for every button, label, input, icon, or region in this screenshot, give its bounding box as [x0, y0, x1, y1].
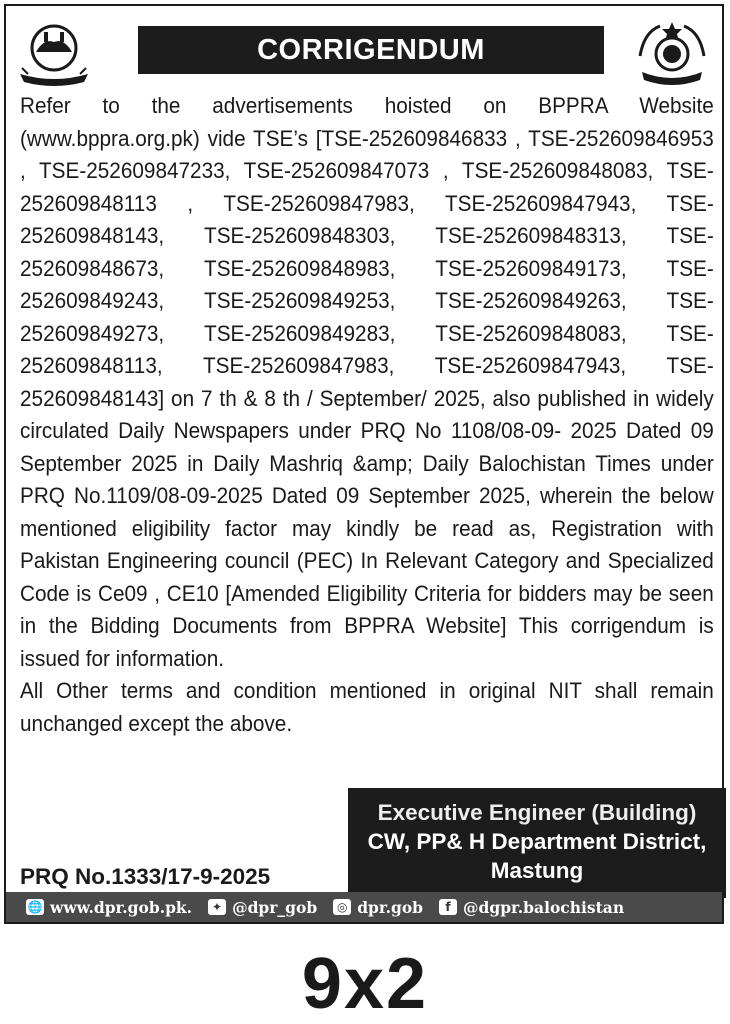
advertisement-frame [4, 4, 724, 924]
instagram-handle[interactable]: dpr.gob [357, 897, 424, 917]
signatory-title: Executive Engineer (Building) [377, 800, 697, 825]
signatory-department: CW, PP& H Department District, [367, 829, 707, 854]
signatory-district: Mastung [490, 858, 584, 883]
balochistan-emblem-logo [14, 16, 94, 88]
globe-icon: 🌐 [27, 900, 43, 914]
corrigendum-banner [138, 26, 604, 74]
signature-block [348, 788, 726, 898]
page-title: CORRIGENDUM [257, 33, 485, 66]
instagram-icon: ◎ [333, 899, 351, 915]
facebook-icon: f [439, 899, 457, 915]
notice-body [20, 90, 714, 740]
footer-twitter[interactable] [208, 898, 317, 917]
ad-size-label: 9x2 [301, 944, 429, 1024]
facebook-handle[interactable]: @dgpr.balochistan [463, 897, 625, 917]
prq-number: PRQ No.1333/17-9-2025 [20, 864, 271, 889]
footer-facebook[interactable] [439, 898, 624, 917]
notice-paragraph: All Other terms and condition mentioned in original NIT shall remain unchanged except the above. [20, 678, 714, 736]
footer-website[interactable] [26, 898, 192, 917]
website-link[interactable]: www.dpr.gob.pk. [50, 897, 193, 917]
footer-bar [6, 892, 722, 922]
notice-paragraph: Refer to the advertisements hoisted on BPPRA Website (www.bppra.org.pk) vide TSE’s [TSE-252609846833 , TSE-252609846953 , TSE-252609847233, TSE-252609847073 , TSE-252609848083, TSE-252609848113 , TSE-252609847983, TSE-252609847943, TSE-252609848143, TSE-252609848303, TSE-252609848313, TSE-252609848673, TSE-252609848983, TSE-252609849173, TSE-252609849243, TSE-252609849253, TSE-252609849263, TSE-252609849273, TSE-252609849283, TSE-252609848083, TSE-252609848113, TSE-252609847983, TSE-252609847943, TSE-252609848143] on 7 th & 8 th / September/ 2025, also published in widely circulated Daily Newspapers under PRQ No 1108/08-09- 2025 Dated 09 September 2025 in Daily Mashriq &amp; Daily Balochistan Times under PRQ No.1109/08-09-2025 Dated 09 September 2025, wherein the below mentioned eligibility factor may kindly be read as, Registration with Pakistan Engineering council (PEC) In Relevant Category and Specialized Code is Ce09 , CE10 [Amended Eligibility Criteria for bidders may be seen in the Bidding Documents from BPPRA Website] This corrigendum is issued for information. [20, 93, 714, 671]
footer-instagram[interactable] [333, 898, 423, 917]
twitter-icon: ✦ [208, 899, 226, 915]
dgpr-emblem-logo [632, 16, 712, 88]
twitter-handle[interactable]: @dpr_gob [232, 897, 318, 917]
